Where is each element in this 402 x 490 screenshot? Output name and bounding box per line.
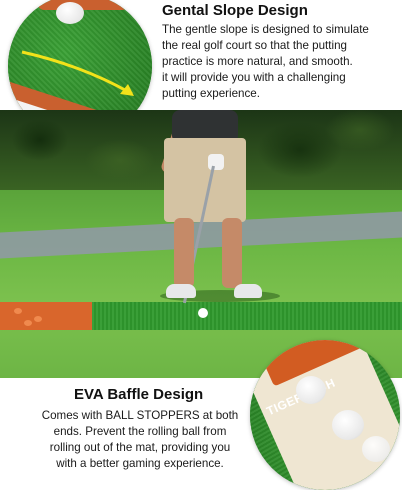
body-line: putting experience. — [162, 87, 260, 100]
body-line: ends. Prevent the rolling ball from — [53, 425, 227, 438]
body-line: it will provide you with a challenging — [162, 71, 346, 84]
body-line: rolling out of the mat, providing you — [49, 441, 231, 454]
golfer-glove — [208, 154, 224, 170]
section-title-slope: Gental Slope Design — [162, 2, 308, 19]
golf-ball — [362, 436, 390, 462]
golfer-leg — [174, 218, 194, 288]
golfer-leg — [222, 218, 242, 288]
body-line: the real golf court so that the putting — [162, 39, 347, 52]
golfer-shoe — [166, 284, 196, 298]
golf-ball — [332, 410, 364, 440]
body-line: with a better gaming experience. — [56, 457, 224, 470]
body-line: The gentle slope is designed to simulate — [162, 23, 369, 36]
ball-stopper-end — [0, 302, 92, 330]
section-body-slope — [162, 22, 398, 102]
body-line: practice is more natural, and smooth. — [162, 55, 353, 68]
golfer-putting-photo — [0, 110, 402, 378]
section-body-baffle — [30, 408, 250, 472]
body-line: Comes with BALL STOPPERS at both — [41, 409, 239, 422]
cup-hole — [24, 320, 32, 326]
golfer-figure — [150, 110, 270, 310]
baffle-detail-image — [250, 340, 400, 490]
golfer-shoe — [234, 284, 262, 298]
golf-ball — [296, 376, 326, 404]
cup-hole — [14, 308, 22, 314]
section-title-baffle: EVA Baffle Design — [74, 386, 204, 403]
cup-hole — [34, 316, 42, 322]
golfer-shirt — [172, 110, 238, 140]
